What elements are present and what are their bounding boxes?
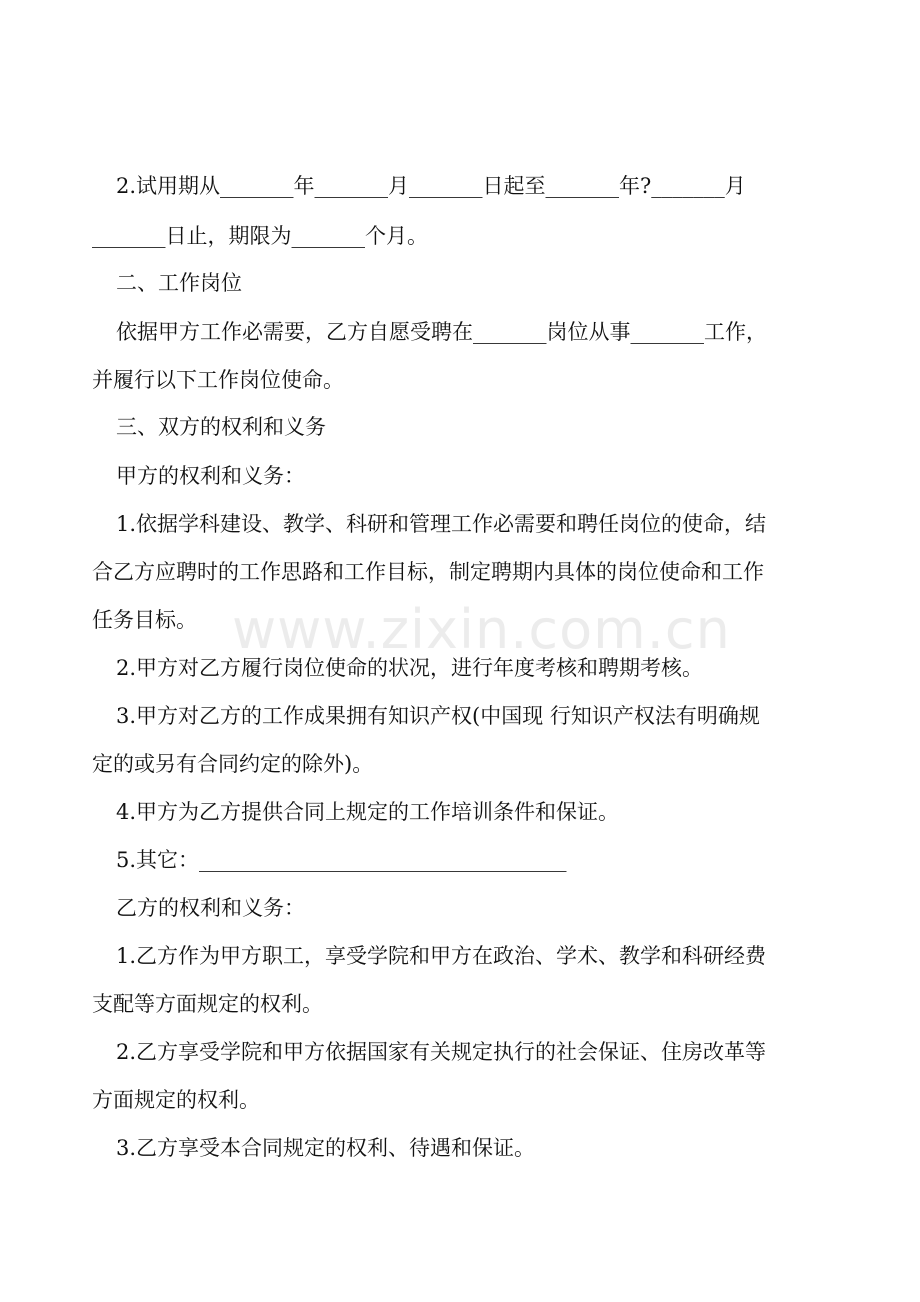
party-a-item4: 4.甲方为乙方提供合同上规定的工作培训条件和保证。	[116, 800, 620, 824]
para-position-line1: 依据甲方工作必需要，乙方自愿受聘在_______岗位从事_______工作，	[116, 320, 767, 344]
para-probation-period-line1: 2.试用期从_______年_______月_______日起至_______年?_______月	[116, 174, 746, 198]
party-a-item1-line1: 1.依据学科建设、教学、科研和管理工作必需要和聘任岗位的使命，结	[116, 512, 767, 536]
party-b-item1-line1: 1.乙方作为甲方职工，享受学院和甲方在政治、学术、教学和科研经费	[116, 944, 767, 968]
party-a-item1-line2: 合乙方应聘时的工作思路和工作目标，制定聘期内具体的岗位使命和工作	[92, 560, 764, 584]
party-a-item3-line2: 定的或另有合同约定的除外)。	[92, 752, 374, 776]
party-a-item1-line3: 任务目标。	[92, 608, 197, 632]
party-b-item2-line1: 2.乙方享受学院和甲方依据国家有关规定执行的社会保证、住房改革等	[116, 1040, 767, 1064]
subheading-party-a: 甲方的权利和义务：	[116, 464, 305, 488]
party-a-item5: 5.其它：___________________________________	[116, 848, 567, 872]
party-b-item2-line2: 方面规定的权利。	[92, 1088, 260, 1112]
para-probation-period-line2: _______日止，期限为_______个月。	[92, 224, 428, 248]
subheading-party-b: 乙方的权利和义务：	[116, 896, 305, 920]
para-position-line2: 并履行以下工作岗位使命。	[92, 368, 344, 392]
heading-rights-obligations: 三、双方的权利和义务	[116, 415, 326, 439]
heading-work-position: 二、工作岗位	[116, 271, 242, 295]
party-a-item2: 2.甲方对乙方履行岗位使命的状况，进行年度考核和聘期考核。	[116, 656, 704, 680]
party-b-item1-line2: 支配等方面规定的权利。	[92, 992, 323, 1016]
party-a-item3-line1: 3.甲方对乙方的工作成果拥有知识产权(中国现 行知识产权法有明确规	[116, 704, 760, 728]
watermark: www.zixin.com.cn	[232, 598, 731, 661]
party-b-item3: 3.乙方享受本合同规定的权利、待遇和保证。	[116, 1136, 536, 1160]
